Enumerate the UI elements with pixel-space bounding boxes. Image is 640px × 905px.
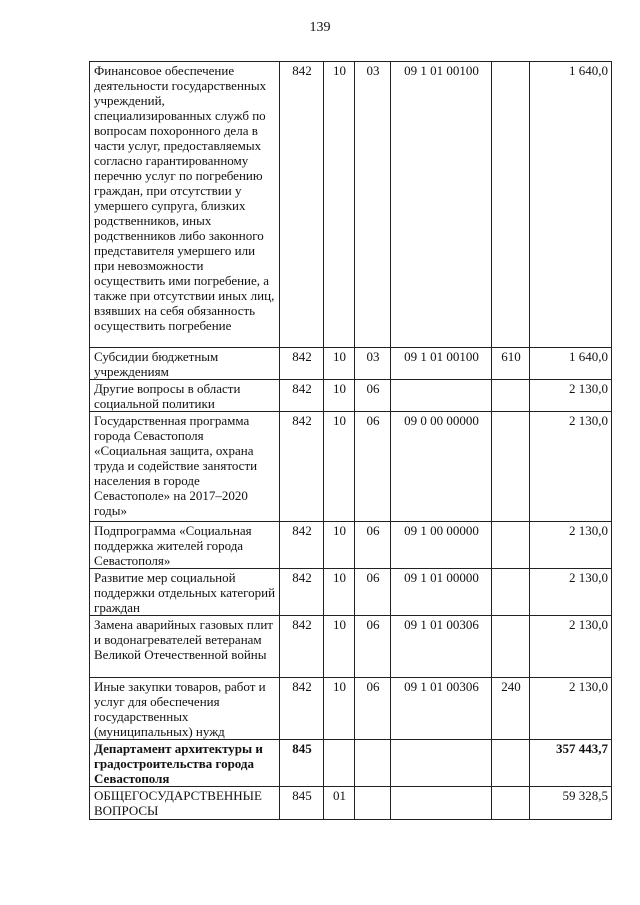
row-section-code: 10 — [324, 348, 355, 380]
row-expense-type — [492, 616, 530, 678]
row-name: Развитие мер социальной поддержки отдельных категорий граждан — [90, 569, 280, 616]
row-section-code — [324, 740, 355, 787]
row-subsection-code: 06 — [355, 380, 391, 412]
row-ved-code: 842 — [280, 62, 324, 348]
row-expense-type — [492, 740, 530, 787]
row-subsection-code: 03 — [355, 62, 391, 348]
row-name: Государственная программа города Севастополя «Социальная защита, охрана труда и содействие занятости населения в городе Севастополе» на 2017–2020 годы» — [90, 412, 280, 522]
row-name: Департамент архитектуры и градостроительства города Севастополя — [90, 740, 280, 787]
row-target-article: 09 1 00 00000 — [391, 522, 492, 569]
row-ved-code: 842 — [280, 616, 324, 678]
row-ved-code: 842 — [280, 380, 324, 412]
row-ved-code: 842 — [280, 348, 324, 380]
row-target-article: 09 0 00 00000 — [391, 412, 492, 522]
row-expense-type — [492, 62, 530, 348]
row-section-code: 10 — [324, 569, 355, 616]
row-ved-code: 842 — [280, 522, 324, 569]
table-row — [90, 616, 612, 678]
row-ved-code: 842 — [280, 678, 324, 740]
row-section-code: 10 — [324, 412, 355, 522]
table-row — [90, 522, 612, 569]
table-row — [90, 348, 612, 380]
row-section-code: 10 — [324, 522, 355, 569]
row-expense-type — [492, 412, 530, 522]
row-name: Субсидии бюджетным учреждениям — [90, 348, 280, 380]
row-amount: 2 130,0 — [530, 569, 612, 616]
table-row — [90, 787, 612, 820]
table-row — [90, 678, 612, 740]
row-amount: 1 640,0 — [530, 62, 612, 348]
row-amount: 2 130,0 — [530, 522, 612, 569]
row-target-article: 09 1 01 00000 — [391, 569, 492, 616]
row-ved-code: 845 — [280, 740, 324, 787]
row-amount: 59 328,5 — [530, 787, 612, 820]
row-amount: 2 130,0 — [530, 412, 612, 522]
row-name: Замена аварийных газовых плит и водонагревателей ветеранам Великой Отечественной войны — [90, 616, 280, 678]
row-ved-code: 842 — [280, 569, 324, 616]
row-target-article: 09 1 01 00100 — [391, 62, 492, 348]
page-number: 139 — [309, 20, 331, 35]
table-row — [90, 740, 612, 787]
budget-table — [89, 61, 612, 820]
row-expense-type: 610 — [492, 348, 530, 380]
row-target-article: 09 1 01 00306 — [391, 678, 492, 740]
row-section-code: 10 — [324, 616, 355, 678]
row-subsection-code: 06 — [355, 678, 391, 740]
row-expense-type — [492, 522, 530, 569]
row-target-article: 09 1 01 00306 — [391, 616, 492, 678]
row-section-code: 01 — [324, 787, 355, 820]
row-subsection-code: 06 — [355, 522, 391, 569]
row-name: Подпрограмма «Социальная поддержка жителей города Севастополя» — [90, 522, 280, 569]
table-row — [90, 62, 612, 348]
row-name: Другие вопросы в области социальной политики — [90, 380, 280, 412]
row-section-code: 10 — [324, 62, 355, 348]
row-subsection-code: 03 — [355, 348, 391, 380]
row-ved-code: 842 — [280, 412, 324, 522]
row-amount: 1 640,0 — [530, 348, 612, 380]
row-expense-type — [492, 380, 530, 412]
row-ved-code: 845 — [280, 787, 324, 820]
row-target-article — [391, 787, 492, 820]
row-subsection-code: 06 — [355, 412, 391, 522]
row-amount: 357 443,7 — [530, 740, 612, 787]
row-amount: 2 130,0 — [530, 380, 612, 412]
row-subsection-code: 06 — [355, 616, 391, 678]
row-amount: 2 130,0 — [530, 678, 612, 740]
row-target-article — [391, 740, 492, 787]
row-target-article: 09 1 01 00100 — [391, 348, 492, 380]
row-amount: 2 130,0 — [530, 616, 612, 678]
row-subsection-code — [355, 787, 391, 820]
row-expense-type: 240 — [492, 678, 530, 740]
row-section-code: 10 — [324, 380, 355, 412]
row-expense-type — [492, 787, 530, 820]
row-subsection-code: 06 — [355, 569, 391, 616]
row-expense-type — [492, 569, 530, 616]
row-section-code: 10 — [324, 678, 355, 740]
row-name: ОБЩЕГОСУДАРСТВЕННЫЕ ВОПРОСЫ — [90, 787, 280, 820]
row-name: Финансовое обеспечение деятельности государственных учреждений, специализированных служб по вопросам похоронного дела в части услуг, предоставляемых согласно гарантированному перечню услуг по погребению граждан, при отсутствии у умершего супруга, близких родственников, иных родственников либо законного представителя умершего или при невозможности осуществить ими погребение, а также при отсутствии иных лиц, взявших на себя обязанность осуществить погребение — [90, 62, 280, 348]
table-row — [90, 569, 612, 616]
row-name: Иные закупки товаров, работ и услуг для обеспечения государственных (муниципальных) нужд — [90, 678, 280, 740]
row-target-article — [391, 380, 492, 412]
table-row — [90, 380, 612, 412]
table-row — [90, 412, 612, 522]
row-subsection-code — [355, 740, 391, 787]
